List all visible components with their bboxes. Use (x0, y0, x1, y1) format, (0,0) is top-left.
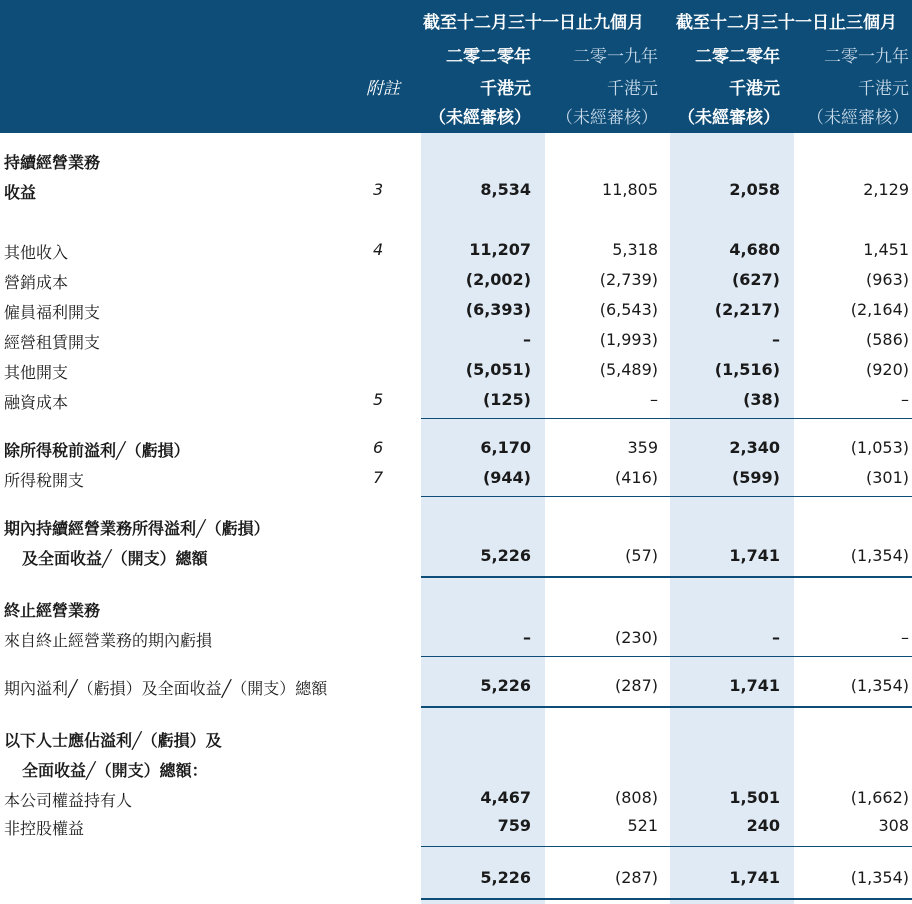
row-other-expenses (0, 360, 912, 382)
value-cell: 5,226 (480, 676, 531, 695)
row-note: 4 (373, 240, 384, 259)
value-cell: 5,318 (612, 240, 658, 259)
value-cell: 1,501 (729, 788, 780, 807)
row-label: 期內溢利╱（虧損）及全面收益╱（開支）總額 (4, 679, 328, 698)
row-label: 終止經營業務 (4, 601, 101, 620)
value-cell: (1,993) (599, 330, 658, 349)
section-continuing-operations (0, 150, 912, 172)
subtotal-rule (421, 656, 912, 657)
period-nine-months-heading: 截至十二月三十一日止九個月 (423, 13, 644, 33)
row-label: 融資成本 (4, 393, 69, 412)
value-cell: – (772, 628, 780, 647)
value-cell: (38) (743, 390, 780, 409)
value-cell: 4,467 (480, 788, 531, 807)
value-cell: 2,340 (729, 438, 780, 457)
value-cell: (1,662) (850, 788, 909, 807)
value-cell: 2,058 (729, 180, 780, 199)
total-rule (421, 706, 912, 708)
col3-unit: 千港元 (729, 79, 780, 99)
value-cell: (627) (731, 270, 780, 289)
value-cell: – (901, 390, 909, 409)
value-cell: (6,393) (465, 300, 531, 319)
value-cell: 8,534 (480, 180, 531, 199)
value-cell: 11,207 (469, 240, 531, 259)
subtotal-rule (421, 846, 912, 847)
value-cell: – (523, 330, 531, 349)
total-rule (421, 576, 912, 578)
row-note: 5 (373, 390, 384, 409)
row-note: 7 (373, 468, 384, 487)
value-cell: 359 (627, 438, 658, 457)
value-cell: 11,805 (602, 180, 658, 199)
row-period-total (0, 676, 912, 698)
col2-year: 二零一九年 (573, 47, 658, 67)
row-attributable-line1 (0, 728, 912, 750)
row-label: 持續經營業務 (4, 153, 101, 172)
col3-year: 二零二零年 (695, 47, 780, 67)
row-label: 其他收入 (4, 243, 69, 262)
row-final-total (0, 868, 912, 890)
final-total-rule (421, 898, 912, 900)
value-cell: 759 (497, 816, 531, 835)
row-income-tax (0, 468, 912, 490)
value-cell: (1,354) (850, 546, 909, 565)
col4-year: 二零一九年 (824, 47, 909, 67)
row-continuing-profit-line2 (0, 546, 912, 568)
value-cell: – (650, 390, 658, 409)
value-cell: (1,053) (850, 438, 909, 457)
value-cell: (1,354) (850, 676, 909, 695)
value-cell: (287) (614, 868, 658, 887)
row-note: 3 (373, 180, 384, 199)
row-label: 非控股權益 (4, 819, 85, 838)
value-cell: (1,354) (850, 868, 909, 887)
value-cell: (301) (865, 468, 909, 487)
value-cell: – (523, 628, 531, 647)
row-label: 期內持續經營業務所得溢利╱（虧損） (4, 519, 270, 538)
note-column-heading: 附註 (366, 79, 400, 99)
value-cell: 1,741 (729, 676, 780, 695)
row-label: 僱員福利開支 (4, 303, 101, 322)
col2-audit: （未經審核） (556, 108, 658, 128)
row-label: 除所得稅前溢利╱（虧損） (4, 441, 190, 460)
value-cell: (2,164) (850, 300, 909, 319)
row-employee-benefits (0, 300, 912, 322)
row-label: 其他開支 (4, 363, 69, 382)
value-cell: 308 (878, 816, 909, 835)
value-cell: (920) (865, 360, 909, 379)
value-cell: (125) (482, 390, 531, 409)
col4-audit: （未經審核） (807, 108, 909, 128)
value-cell: 4,680 (729, 240, 780, 259)
row-non-controlling-interests (0, 816, 912, 838)
row-label: 及全面收益╱（開支）總額 (22, 549, 208, 568)
value-cell: (6,543) (599, 300, 658, 319)
row-label: 收益 (4, 183, 37, 202)
row-owners-of-company (0, 788, 912, 810)
value-cell: 521 (627, 816, 658, 835)
value-cell: (287) (614, 676, 658, 695)
col1-unit: 千港元 (480, 79, 531, 99)
row-label: 來自終止經營業務的期內虧損 (4, 631, 213, 650)
value-cell: (5,489) (599, 360, 658, 379)
value-cell: – (772, 330, 780, 349)
value-cell: (599) (731, 468, 780, 487)
row-label: 營銷成本 (4, 273, 69, 292)
col4-unit: 千港元 (858, 79, 909, 99)
value-cell: 1,741 (729, 546, 780, 565)
col1-audit: （未經審核） (429, 108, 531, 128)
col2-unit: 千港元 (607, 79, 658, 99)
subtotal-rule (421, 496, 912, 497)
row-label: 全面收益╱（開支）總額： (22, 761, 208, 780)
value-cell: (808) (614, 788, 658, 807)
row-profit-before-tax (0, 438, 912, 460)
value-cell: (230) (614, 628, 658, 647)
value-cell: 6,170 (480, 438, 531, 457)
value-cell: 240 (746, 816, 780, 835)
row-continuing-profit-line1 (0, 516, 912, 538)
value-cell: (963) (865, 270, 909, 289)
row-attributable-line2 (0, 758, 912, 780)
row-other-income (0, 240, 912, 262)
period-three-months-heading: 截至十二月三十一日止三個月 (676, 13, 897, 33)
row-operating-lease (0, 330, 912, 352)
value-cell: (944) (482, 468, 531, 487)
row-finance-costs (0, 390, 912, 412)
value-cell: 5,226 (480, 546, 531, 565)
value-cell: (1,516) (714, 360, 780, 379)
value-cell: – (901, 628, 909, 647)
value-cell: 2,129 (863, 180, 909, 199)
value-cell: 5,226 (480, 868, 531, 887)
col1-year: 二零二零年 (446, 47, 531, 67)
value-cell: (416) (614, 468, 658, 487)
value-cell: 1,741 (729, 868, 780, 887)
row-label: 所得稅開支 (4, 471, 85, 490)
table-header (0, 0, 912, 133)
value-cell: (2,002) (465, 270, 531, 289)
row-label: 以下人士應佔溢利╱（虧損）及 (4, 731, 222, 750)
value-cell: (5,051) (465, 360, 531, 379)
row-label: 經營租賃開支 (4, 333, 101, 352)
value-cell: (586) (865, 330, 909, 349)
row-label: 本公司權益持有人 (4, 791, 133, 810)
subtotal-rule (421, 418, 912, 419)
col3-audit: （未經審核） (678, 108, 780, 128)
section-discontinued-operations (0, 598, 912, 620)
value-cell: (2,217) (714, 300, 780, 319)
row-revenue (0, 180, 912, 202)
value-cell: 1,451 (863, 240, 909, 259)
row-discontinued-loss (0, 628, 912, 650)
row-note: 6 (373, 438, 384, 457)
value-cell: (57) (625, 546, 658, 565)
value-cell: (2,739) (599, 270, 658, 289)
row-cost-of-sales (0, 270, 912, 292)
